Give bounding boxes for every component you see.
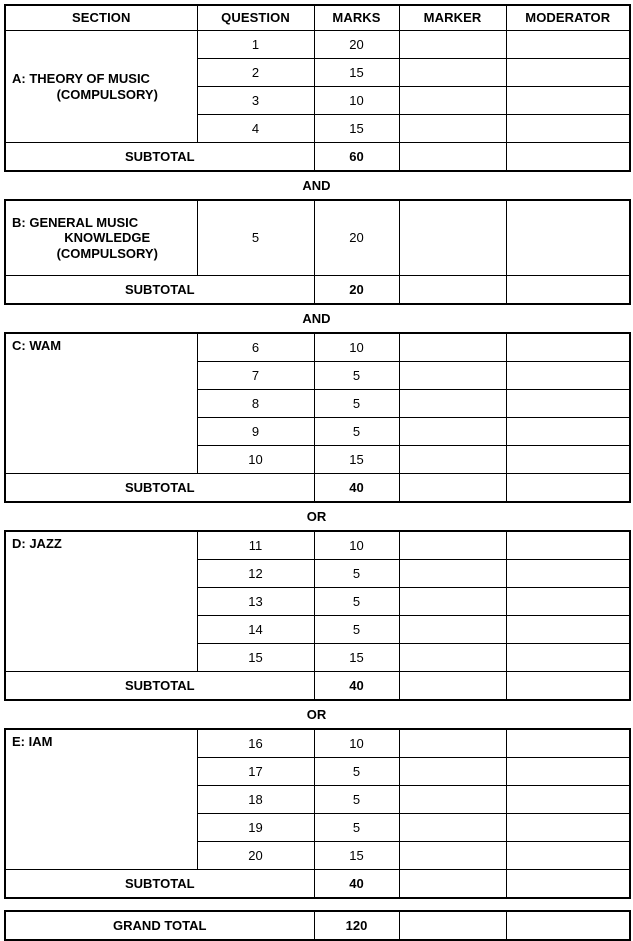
grand-total-spacer <box>4 899 629 910</box>
moderator-entry-cell[interactable] <box>506 616 630 644</box>
question-marks: 20 <box>314 200 399 276</box>
marker-entry-cell[interactable] <box>399 911 506 940</box>
section-label-B <box>5 200 197 276</box>
moderator-entry-cell[interactable] <box>506 87 630 115</box>
marker-entry-cell[interactable] <box>399 616 506 644</box>
subtotal-row <box>5 474 630 503</box>
section-table-D <box>4 530 631 701</box>
subtotal-label: SUBTOTAL <box>5 276 314 305</box>
table-row <box>5 531 630 560</box>
question-marks: 15 <box>314 644 399 672</box>
moderator-entry-cell[interactable] <box>506 31 630 59</box>
moderator-entry-cell[interactable] <box>506 758 630 786</box>
moderator-entry-cell[interactable] <box>506 729 630 758</box>
subtotal-row <box>5 143 630 172</box>
question-marks: 15 <box>314 59 399 87</box>
section-label-D <box>5 531 197 672</box>
marker-entry-cell[interactable] <box>399 143 506 172</box>
grand-total-value: 120 <box>314 911 399 940</box>
table-row <box>5 31 630 59</box>
section-label-line-3: (COMPULSORY) <box>56 245 158 261</box>
question-marks: 15 <box>314 842 399 870</box>
marker-entry-cell[interactable] <box>399 362 506 390</box>
subtotal-label: SUBTOTAL <box>5 870 314 899</box>
moderator-entry-cell[interactable] <box>506 531 630 560</box>
section-label-line-1: C: WAM <box>12 338 62 353</box>
section-label-line-2: (COMPULSORY) <box>56 86 158 102</box>
question-number: 13 <box>197 588 314 616</box>
moderator-entry-cell[interactable] <box>506 588 630 616</box>
moderator-entry-cell[interactable] <box>506 276 630 305</box>
question-marks: 5 <box>314 362 399 390</box>
marker-entry-cell[interactable] <box>399 870 506 899</box>
marker-entry-cell[interactable] <box>399 390 506 418</box>
section-table-A <box>4 4 631 172</box>
question-number: 4 <box>197 115 314 143</box>
moderator-entry-cell[interactable] <box>506 644 630 672</box>
subtotal-row <box>5 276 630 305</box>
question-number: 19 <box>197 814 314 842</box>
column-header-marker: MARKER <box>399 5 506 31</box>
section-label-line-1: A: THEORY OF MUSIC <box>12 71 150 87</box>
question-marks: 5 <box>314 616 399 644</box>
question-number: 7 <box>197 362 314 390</box>
table-row <box>5 729 630 758</box>
moderator-entry-cell[interactable] <box>506 418 630 446</box>
moderator-entry-cell[interactable] <box>506 672 630 701</box>
subtotal-value: 40 <box>314 870 399 899</box>
question-marks: 5 <box>314 418 399 446</box>
question-marks: 15 <box>314 115 399 143</box>
moderator-entry-cell[interactable] <box>506 200 630 276</box>
moderator-entry-cell[interactable] <box>506 59 630 87</box>
question-number: 20 <box>197 842 314 870</box>
section-label-A <box>5 31 197 143</box>
moderator-entry-cell[interactable] <box>506 842 630 870</box>
marker-entry-cell[interactable] <box>399 446 506 474</box>
table-header-row <box>5 5 630 31</box>
question-number: 15 <box>197 644 314 672</box>
section-label-line-2: KNOWLEDGE <box>64 230 151 246</box>
question-marks: 10 <box>314 87 399 115</box>
subtotal-value: 40 <box>314 672 399 701</box>
section-label-line-1: D: JAZZ <box>12 536 62 551</box>
question-number: 2 <box>197 59 314 87</box>
marker-entry-cell[interactable] <box>399 474 506 503</box>
moderator-entry-cell[interactable] <box>506 560 630 588</box>
section-label-E <box>5 729 197 870</box>
section-label-line-1: E: IAM <box>12 734 53 749</box>
marker-entry-cell[interactable] <box>399 588 506 616</box>
connector-or-2: OR <box>306 707 327 722</box>
connector-or-1: OR <box>306 509 327 524</box>
column-header-marks: MARKS <box>314 5 399 31</box>
marker-entry-cell[interactable] <box>399 758 506 786</box>
question-number: 16 <box>197 729 314 758</box>
marker-entry-cell[interactable] <box>399 531 506 560</box>
moderator-entry-cell[interactable] <box>506 446 630 474</box>
column-header-section: SECTION <box>5 5 197 31</box>
moderator-entry-cell[interactable] <box>506 911 630 940</box>
moderator-entry-cell[interactable] <box>506 115 630 143</box>
moderator-entry-cell[interactable] <box>506 333 630 362</box>
section-label-C <box>5 333 197 474</box>
question-marks: 10 <box>314 729 399 758</box>
section-label-line-1: B: GENERAL MUSIC <box>12 215 139 230</box>
subtotal-value: 60 <box>314 143 399 172</box>
question-number: 10 <box>197 446 314 474</box>
moderator-entry-cell[interactable] <box>506 390 630 418</box>
column-header-moderator: MODERATOR <box>506 5 630 31</box>
marker-entry-cell[interactable] <box>399 59 506 87</box>
question-number: 14 <box>197 616 314 644</box>
question-number: 11 <box>197 531 314 560</box>
question-number: 18 <box>197 786 314 814</box>
question-marks: 5 <box>314 588 399 616</box>
question-number: 8 <box>197 390 314 418</box>
marker-entry-cell[interactable] <box>399 672 506 701</box>
subtotal-label: SUBTOTAL <box>5 672 314 701</box>
grand-total-table <box>4 910 631 941</box>
subtotal-label: SUBTOTAL <box>5 474 314 503</box>
question-marks: 10 <box>314 333 399 362</box>
table-row <box>5 333 630 362</box>
marker-entry-cell[interactable] <box>399 560 506 588</box>
subtotal-value: 40 <box>314 474 399 503</box>
table-row <box>5 200 630 276</box>
question-number: 12 <box>197 560 314 588</box>
question-marks: 15 <box>314 446 399 474</box>
question-number: 1 <box>197 31 314 59</box>
question-number: 17 <box>197 758 314 786</box>
question-marks: 5 <box>314 560 399 588</box>
moderator-entry-cell[interactable] <box>506 474 630 503</box>
marker-entry-cell[interactable] <box>399 814 506 842</box>
marker-entry-cell[interactable] <box>399 115 506 143</box>
marker-entry-cell[interactable] <box>399 786 506 814</box>
marker-entry-cell[interactable] <box>399 87 506 115</box>
marker-entry-cell[interactable] <box>399 31 506 59</box>
question-number: 3 <box>197 87 314 115</box>
subtotal-row <box>5 870 630 899</box>
question-marks: 5 <box>314 758 399 786</box>
section-table-C <box>4 332 631 503</box>
section-table-B <box>4 199 631 305</box>
moderator-entry-cell[interactable] <box>506 814 630 842</box>
marker-entry-cell[interactable] <box>399 200 506 276</box>
section-table-E <box>4 728 631 899</box>
question-number: 5 <box>197 200 314 276</box>
marker-entry-cell[interactable] <box>399 418 506 446</box>
connector-and-1: AND <box>302 178 331 193</box>
marker-entry-cell[interactable] <box>399 729 506 758</box>
subtotal-value: 20 <box>314 276 399 305</box>
subtotal-row <box>5 672 630 701</box>
question-marks: 10 <box>314 531 399 560</box>
subtotal-label: SUBTOTAL <box>5 143 314 172</box>
moderator-entry-cell[interactable] <box>506 143 630 172</box>
question-marks: 20 <box>314 31 399 59</box>
grand-total-row <box>5 911 630 940</box>
question-marks: 5 <box>314 814 399 842</box>
question-number: 6 <box>197 333 314 362</box>
moderator-entry-cell[interactable] <box>506 362 630 390</box>
marker-entry-cell[interactable] <box>399 276 506 305</box>
column-header-question: QUESTION <box>197 5 314 31</box>
question-marks: 5 <box>314 390 399 418</box>
question-marks: 5 <box>314 786 399 814</box>
question-number: 9 <box>197 418 314 446</box>
connector-and-2: AND <box>302 311 331 326</box>
grand-total-label: GRAND TOTAL <box>5 911 314 940</box>
moderator-entry-cell[interactable] <box>506 870 630 899</box>
moderator-entry-cell[interactable] <box>506 786 630 814</box>
marker-entry-cell[interactable] <box>399 333 506 362</box>
marker-entry-cell[interactable] <box>399 644 506 672</box>
marker-entry-cell[interactable] <box>399 842 506 870</box>
